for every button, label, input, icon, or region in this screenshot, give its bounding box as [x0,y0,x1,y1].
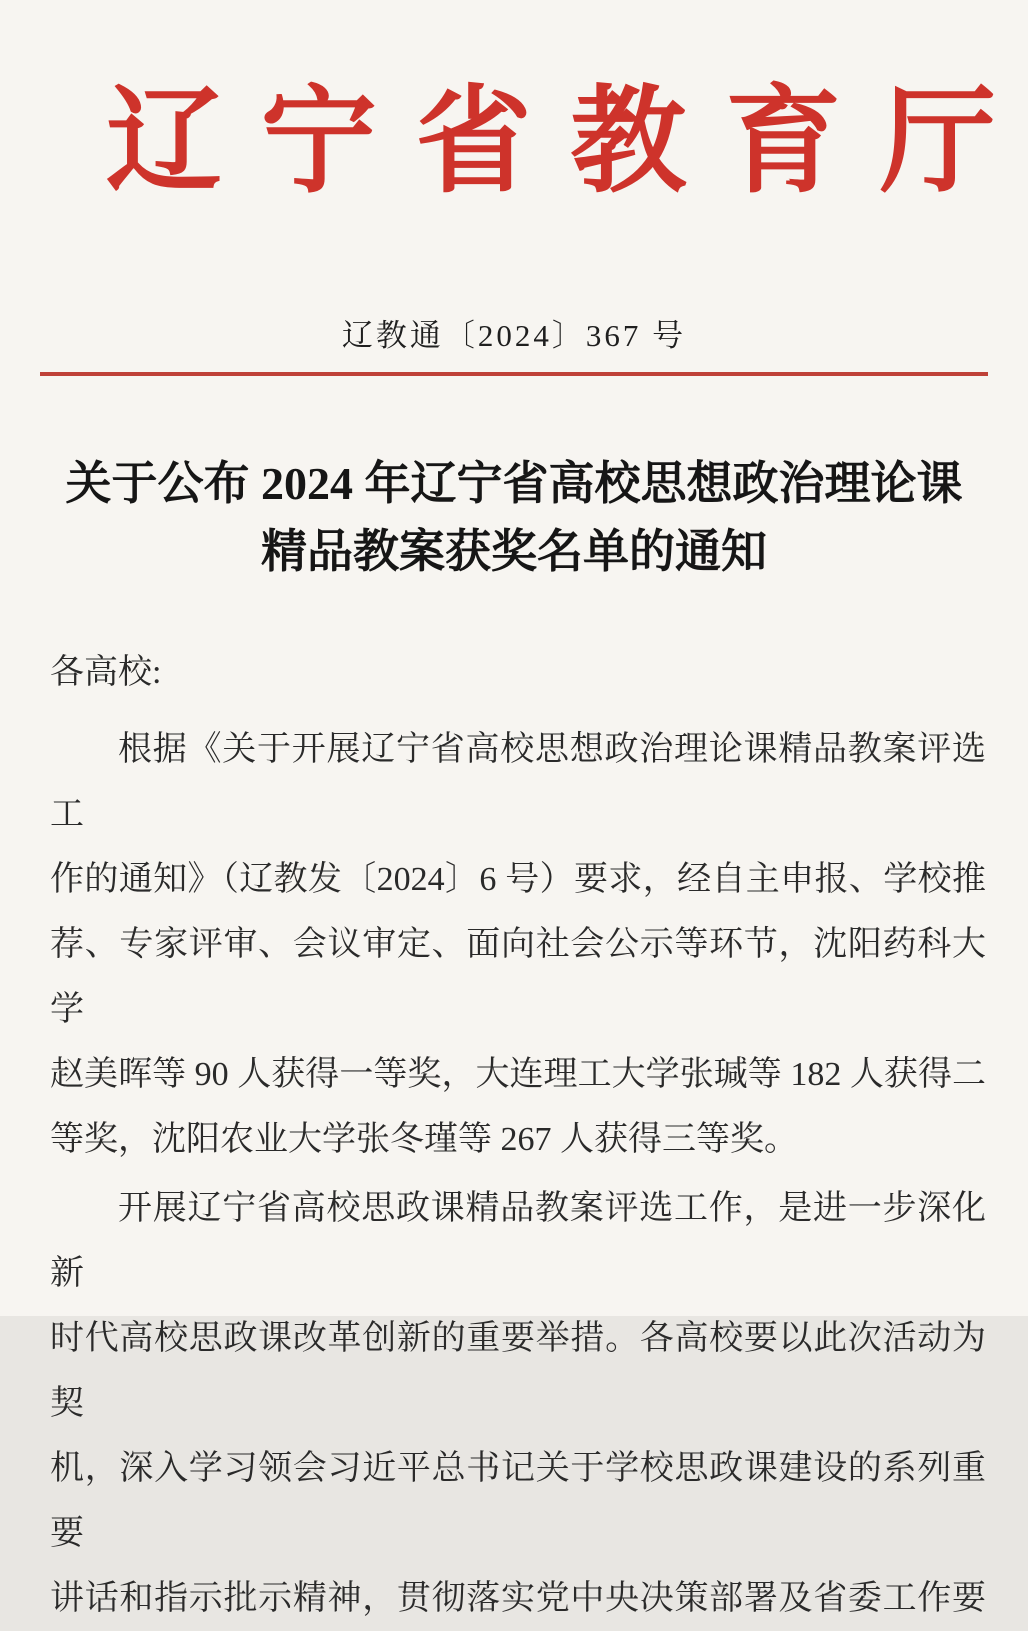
paragraph-2 [50,1176,986,1631]
agency-masthead: 辽宁省教育厅 [106,79,996,207]
paragraph-1 [50,717,986,1172]
body-line: 等奖，沈阳农业大学张冬瑾等 267 人获得三等奖。 [50,1121,798,1158]
body-line: 开展辽宁省高校思政课精品教案评选工作，是进一步深化新 [50,1190,986,1292]
body-line: 作的通知》（辽教发〔2024〕6 号）要求，经自主申报、学校推 [50,861,986,898]
body-line: 机，深入学习领会习近平总书记关于学校思政课建设的系列重要 [50,1450,986,1552]
body-line: 讲话和指示批示精神，贯彻落实党中央决策部署及省委工作要 [50,1580,986,1617]
body-line: 赵美晖等 90 人获得一等奖，大连理工大学张瑊等 182 人获得二 [50,1056,986,1093]
title-line-1: 关于公布 2024 年辽宁省高校思想政治理论课 [65,458,963,509]
doc-number: 辽教通〔2024〕367 号 [341,318,687,353]
salutation: 各高校: [50,654,162,691]
document-body [50,640,986,1631]
body-line: 荐、专家评审、会议审定、面向社会公示等环节，沈阳药科大学 [50,926,986,1028]
body-line: 时代高校思政课改革创新的重要举措。各高校要以此次活动为契 [50,1320,986,1422]
body-line: 根据《关于开展辽宁省高校思想政治理论课精品教案评选工 [50,731,986,833]
document-title [30,450,998,586]
title-line-2: 精品教案获奖名单的通知 [261,526,767,577]
red-divider-line [40,372,988,376]
